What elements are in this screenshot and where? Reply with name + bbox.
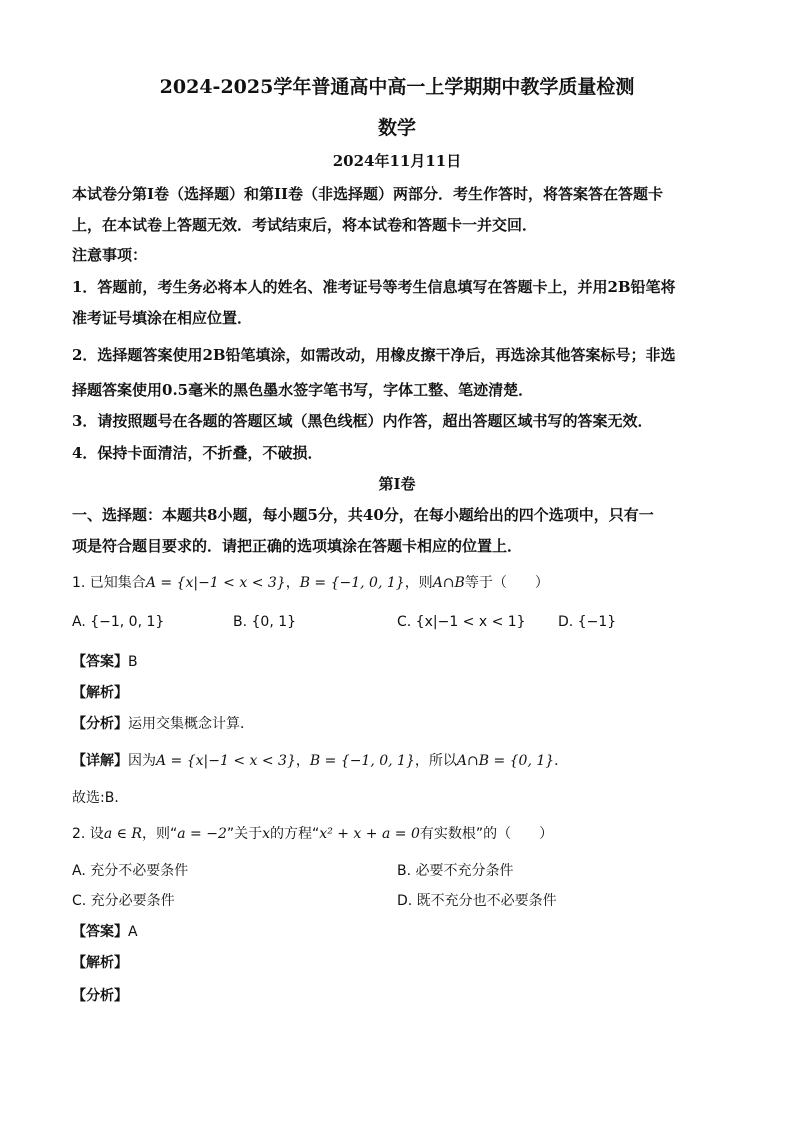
q2-answer-tag: 【答案】 (72, 924, 128, 940)
q2-option-c: C. 充分必要条件 (72, 893, 175, 909)
q1-fenxi (72, 713, 732, 733)
intro-line-2: 上，在本试卷上答题无效．考试结束后，将本试卷和答题卡一并交回． (72, 216, 538, 234)
q1-answer-tag: 【答案】 (72, 654, 128, 670)
q1-option-d: D. {−1} (558, 614, 617, 630)
q2-mid-3: 的方程“ (270, 826, 320, 842)
section-1-line-1: 一、选择题：本题共8小题，每小题5分，共40分，在每小题给出的四个选项中，只有一 (72, 506, 654, 524)
q2-answer-value: A (128, 924, 138, 940)
q1-answer (72, 651, 732, 671)
q1-detail-b: ，所以 (414, 753, 457, 769)
q2-option-b: B. 必要不充分条件 (397, 863, 514, 879)
q2-analysis (72, 952, 732, 972)
q1-analysis (72, 682, 732, 702)
q2-option-a: A. 充分不必要条件 (72, 863, 189, 879)
q2-fenxi (72, 985, 732, 1005)
section-1-line-2: 项是符合题目要求的．请把正确的选项填涂在答题卡相应的位置上． (72, 537, 523, 555)
q1-prefix: 1. 已知集合 (72, 575, 146, 591)
note-1-line-2: 准考证号填涂在相应位置． (72, 309, 253, 327)
q1-option-c: C. {x|−1 < x < 1} (397, 614, 526, 630)
q1-tail-b: 等于（ ） (464, 575, 549, 591)
q2-analysis-tag: 【解析】 (72, 955, 128, 971)
q2-option-d: D. 既不充分也不必要条件 (397, 893, 557, 909)
q2-mid-4: 有实数根”的（ ） (419, 826, 554, 842)
note-3: 3．请按照题号在各题的答题区域（黑色线框）内作答，超出答题区域书写的答案无效． (72, 412, 653, 430)
q1-expr: A∩B (432, 575, 465, 591)
q1-option-a: A. {−1, 0, 1} (72, 614, 165, 630)
q1-conclusion: 故选:B． (72, 790, 129, 806)
q1-set-a: A = {x|−1 < x < 3} (145, 575, 286, 591)
q2-equation: x² + x + a = 0 (319, 826, 420, 842)
notes-heading: 注意事项： (72, 246, 148, 264)
q1-detail-set-a: A = {x|−1 < x < 3} (156, 753, 296, 769)
exam-title: 2024-2025学年普通高中高一上学期期中教学质量检测 (159, 76, 635, 98)
q1-detail-end: ． (554, 753, 569, 769)
q2-var: x (262, 826, 271, 842)
q1-answer-value: B (128, 654, 138, 670)
note-4: 4．保持卡面清洁，不折叠，不破损． (72, 444, 323, 462)
q2-mid-1: ，则“ (141, 826, 178, 842)
exam-date: 2024年11月11日 (332, 152, 462, 170)
q1-fenxi-tag: 【分析】 (72, 716, 128, 732)
q1-detail-set-b: B = {−1, 0, 1} (309, 753, 415, 769)
q1-detail (72, 750, 732, 770)
q2-mid-2: ”关于 (226, 826, 263, 842)
q1-detail-tag: 【详解】 (72, 753, 128, 769)
q1-detail-sep: ， (295, 753, 310, 769)
intro-line-1: 本试卷分第I卷（选择题）和第II卷（非选择题）两部分．考生作答时，将答案答在答题卡 (72, 185, 664, 203)
note-2-line-2: 择题答案使用0.5毫米的黑色墨水签字笔书写，字体工整、笔迹清楚． (72, 381, 534, 399)
q1-detail-a: 因为 (128, 753, 156, 769)
q1-tail-a: ，则 (404, 575, 433, 591)
q1-detail-result: A∩B = {0, 1} (456, 753, 555, 769)
q2-fenxi-tag: 【分析】 (72, 988, 128, 1004)
q2-cond-2: a = −2 (177, 826, 227, 842)
note-1-line-1: 1．答题前，考生务必将本人的姓名、准考证号等考生信息填写在答题卡上，并用2B铅笔将 (72, 278, 676, 296)
part-1-title: 第I卷 (378, 475, 416, 493)
q1-set-b: B = {−1, 0, 1} (299, 575, 405, 591)
q1-analysis-tag: 【解析】 (72, 685, 128, 701)
q2-prefix: 2. 设 (72, 826, 104, 842)
note-2-line-1: 2．选择题答案使用2B铅笔填涂，如需改动，用橡皮擦干净后，再选涂其他答案标号；非选 (72, 346, 676, 364)
q2-stem (72, 823, 732, 843)
q1-sep: ， (285, 575, 300, 591)
q2-cond-1: a ∈ R (103, 826, 142, 842)
q2-answer (72, 921, 732, 941)
q1-fenxi-text: 运用交集概念计算． (128, 716, 254, 732)
q1-stem (72, 572, 732, 592)
exam-subject: 数学 (377, 117, 416, 139)
q1-option-b: B. {0, 1} (233, 614, 297, 630)
